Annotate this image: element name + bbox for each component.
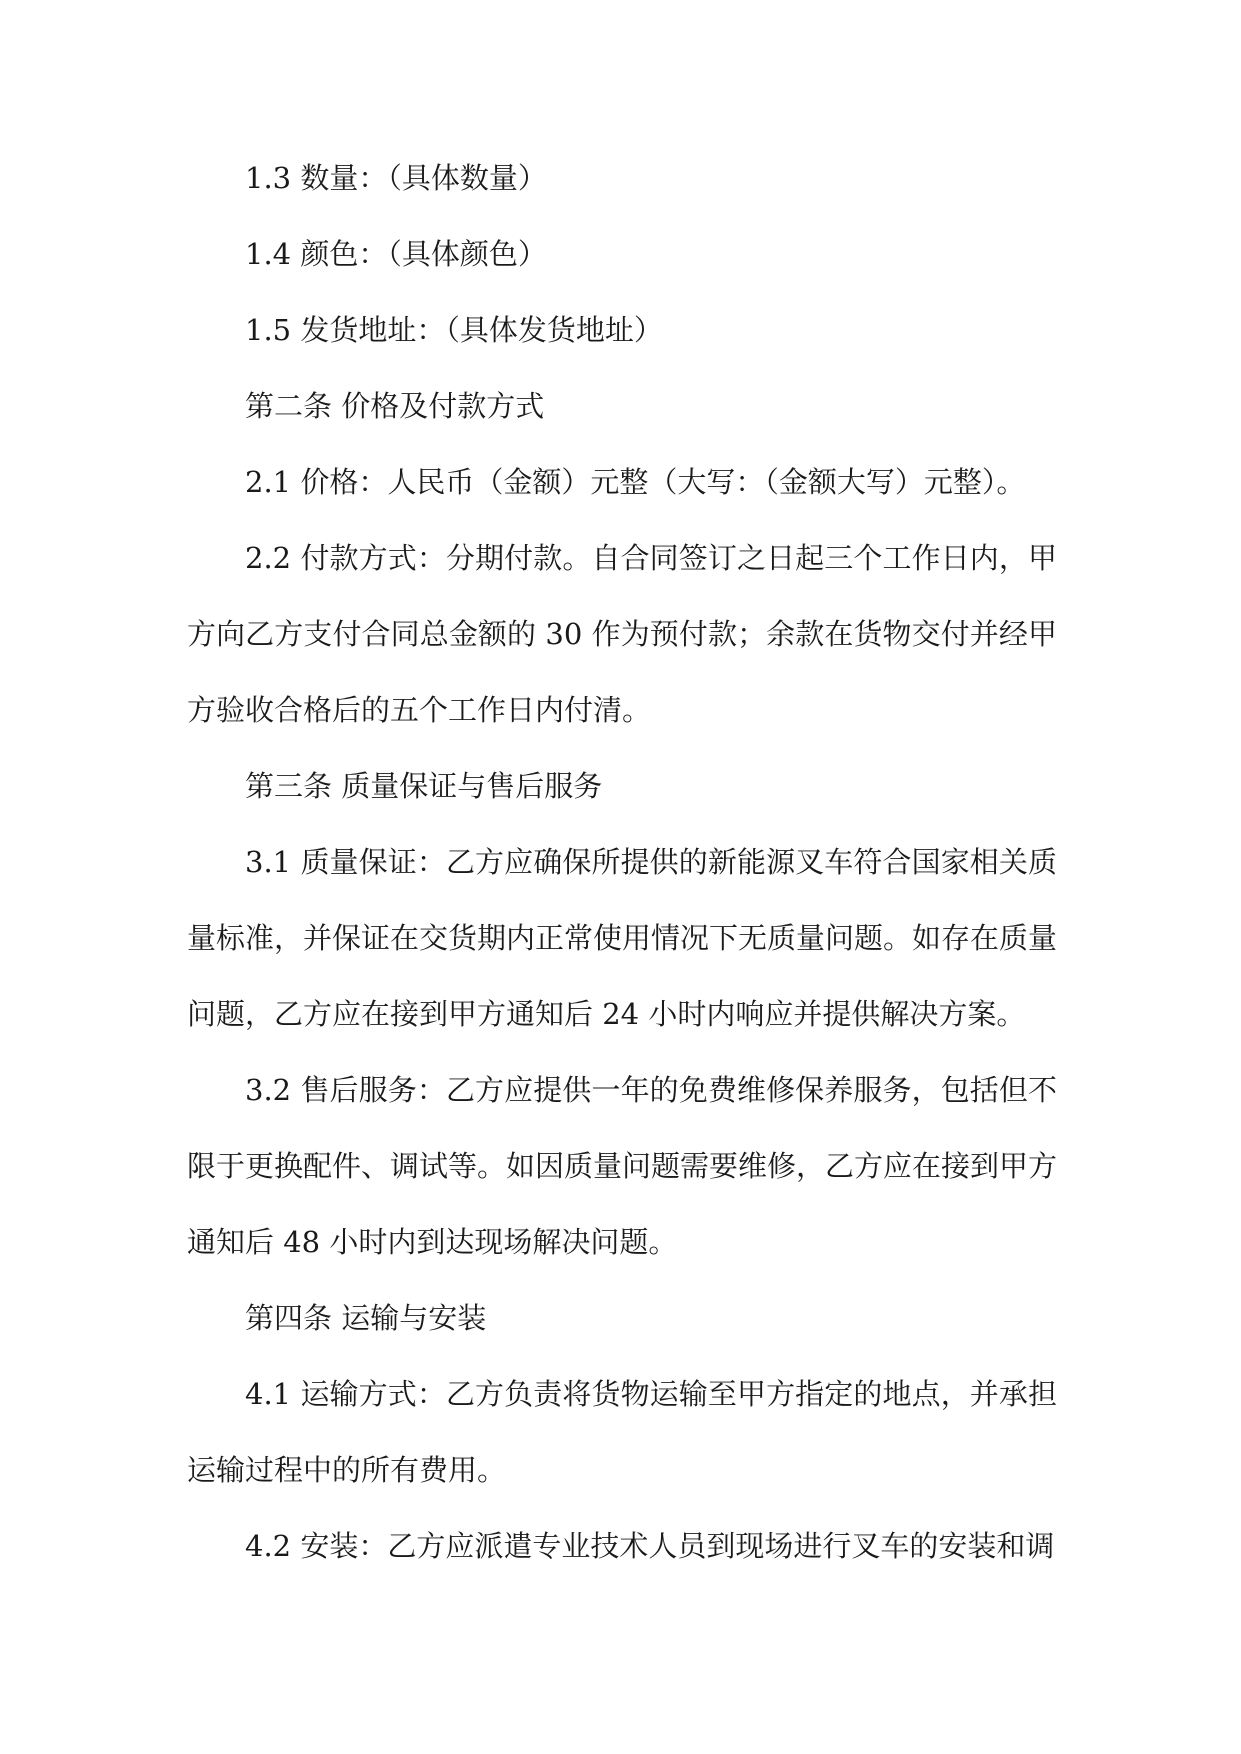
document-body <box>187 140 1057 1584</box>
article-2-heading: 第二条 价格及付款方式 <box>245 389 545 423</box>
clause-3-2-after-sales-service: 3.2 售后服务：乙方应提供一年的免费维修保养服务，包括但不限于更换配件、调试等。如因质量问题需要维修，乙方应在接到甲方通知后 48 小时内到达现场解决问题。 <box>187 1073 1058 1259</box>
clause-1-4-color: 1.4 颜色：（具体颜色） <box>245 237 547 271</box>
clause-2-1-price: 2.1 价格：人民币（金额）元整（大写：（金额大写）元整）。 <box>245 465 1026 499</box>
clause-1-5-shipping-address: 1.5 发货地址：（具体发货地址） <box>245 313 663 347</box>
article-3-heading: 第三条 质量保证与售后服务 <box>245 769 603 803</box>
clause-3-1-quality-guarantee: 3.1 质量保证：乙方应确保所提供的新能源叉车符合国家相关质量标准，并保证在交货期内正常使用情况下无质量问题。如存在质量问题，乙方应在接到甲方通知后 24 小时内响应并提供解决方案。 <box>187 845 1058 1031</box>
article-4-heading: 第四条 运输与安装 <box>245 1301 487 1335</box>
clause-1-3-quantity: 1.3 数量：（具体数量） <box>245 161 547 195</box>
clause-2-2-payment-method: 2.2 付款方式：分期付款。自合同签订之日起三个工作日内，甲方向乙方支付合同总金额的 30 作为预付款；余款在货物交付并经甲方验收合格后的五个工作日内付清。 <box>187 541 1057 727</box>
clause-4-2-installation: 4.2 安装：乙方应派遣专业技术人员到现场进行叉车的安装和调 <box>245 1529 1055 1563</box>
clause-4-1-transport: 4.1 运输方式：乙方负责将货物运输至甲方指定的地点，并承担运输过程中的所有费用。 <box>187 1377 1057 1487</box>
